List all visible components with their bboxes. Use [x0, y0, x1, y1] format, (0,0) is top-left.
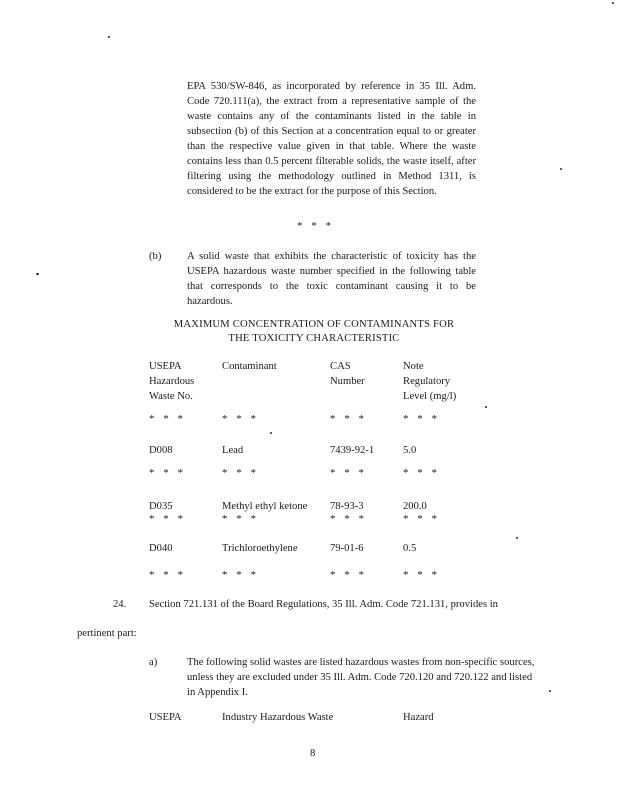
- header-regulatory-level: Note Regulatory Level (mg/l): [403, 361, 457, 402]
- table-ellipsis: * * *: [222, 413, 259, 425]
- table-ellipsis: * * *: [222, 569, 259, 581]
- item-24-number: 24.: [113, 599, 127, 610]
- bottom-header-industry-waste: Industry Hazardous Waste: [222, 712, 334, 723]
- table-cell-level: 0.5: [403, 543, 417, 554]
- bottom-header-usepa: USEPA: [149, 712, 182, 723]
- table-title-line-1: MAXIMUM CONCENTRATION OF CONTAMINANTS FOR: [173, 319, 455, 330]
- table-ellipsis: * * *: [330, 413, 367, 425]
- table-ellipsis: * * *: [149, 513, 186, 525]
- table-ellipsis: * * *: [403, 513, 440, 525]
- table-cell-waste-no: D008: [149, 445, 173, 456]
- table-ellipsis: * * *: [330, 467, 367, 479]
- subsection-b-label: (b): [149, 251, 162, 262]
- page-number: 8: [310, 748, 316, 759]
- table-ellipsis: * * *: [330, 513, 367, 525]
- table-ellipsis: * * *: [222, 513, 259, 525]
- subsection-a-text: The following solid wastes are listed hazardous wastes from non-specific sources, unless they are excluded under 35 Ill. Adm. Code 720.120 and 720.122 and listed in Appendix I.: [187, 657, 535, 698]
- table-cell-contaminant: Trichloroethylene: [222, 543, 298, 554]
- table-ellipsis: * * *: [222, 467, 259, 479]
- scan-speck: [560, 168, 562, 170]
- item-24-text-continued: pertinent part:: [77, 628, 137, 639]
- scan-speck: [516, 537, 518, 539]
- table-cell-waste-no: D040: [149, 543, 173, 554]
- table-cell-cas: 7439-92-1: [330, 445, 375, 456]
- header-contaminant: Contaminant: [222, 361, 277, 372]
- intro-paragraph: EPA 530/SW-846, as incorporated by reference in 35 Ill. Adm. Code 720.111(a), the extract from a representative sample of the waste contains any of the contaminants listed in the table in subsection (b) of this Section at a concentration equal to or greater than the respective value given in that table. Where the waste contains less than 0.5 percent filterable solids, the waste itself, after filtering using the methodology outlined in Method 1311, is considered to be the extract for the purpose of this Section.: [187, 81, 476, 197]
- table-cell-contaminant: Lead: [222, 445, 244, 456]
- table-cell-level: 5.0: [403, 445, 417, 456]
- subsection-b-text: A solid waste that exhibits the characteristic of toxicity has the USEPA hazardous waste number specified in the following table that corresponds to the toxic contaminant causing it to be hazardous.: [187, 251, 476, 307]
- table-cell-contaminant: Methyl ethyl ketone: [222, 501, 308, 512]
- scan-speck: [549, 690, 551, 692]
- table-cell-level: 200.0: [403, 501, 427, 512]
- item-24-text: Section 721.131 of the Board Regulations, 35 Ill. Adm. Code 721.131, provides in: [149, 599, 498, 610]
- scan-speck: [108, 36, 110, 38]
- table-ellipsis: * * *: [149, 413, 186, 425]
- scan-speck: [485, 406, 487, 408]
- table-cell-cas: 78-93-3: [330, 501, 364, 512]
- table-cell-waste-no: D035: [149, 501, 173, 512]
- header-cas-number: CAS Number: [330, 361, 365, 387]
- table-ellipsis: * * *: [149, 467, 186, 479]
- ellipsis-separator: * * *: [297, 220, 334, 232]
- table-ellipsis: * * *: [403, 467, 440, 479]
- table-ellipsis: * * *: [149, 569, 186, 581]
- table-ellipsis: * * *: [403, 569, 440, 581]
- bottom-header-hazard: Hazard: [403, 712, 434, 723]
- table-ellipsis: * * *: [330, 569, 367, 581]
- scan-speck: [36, 273, 39, 275]
- scan-speck: [612, 2, 614, 4]
- table-cell-cas: 79-01-6: [330, 543, 364, 554]
- header-waste-no: USEPA Hazardous Waste No.: [149, 361, 195, 402]
- table-title-line-2: THE TOXICITY CHARACTERISTIC: [228, 333, 400, 344]
- scan-speck: [270, 432, 272, 434]
- table-ellipsis: * * *: [403, 413, 440, 425]
- subsection-a-label: a): [149, 657, 158, 668]
